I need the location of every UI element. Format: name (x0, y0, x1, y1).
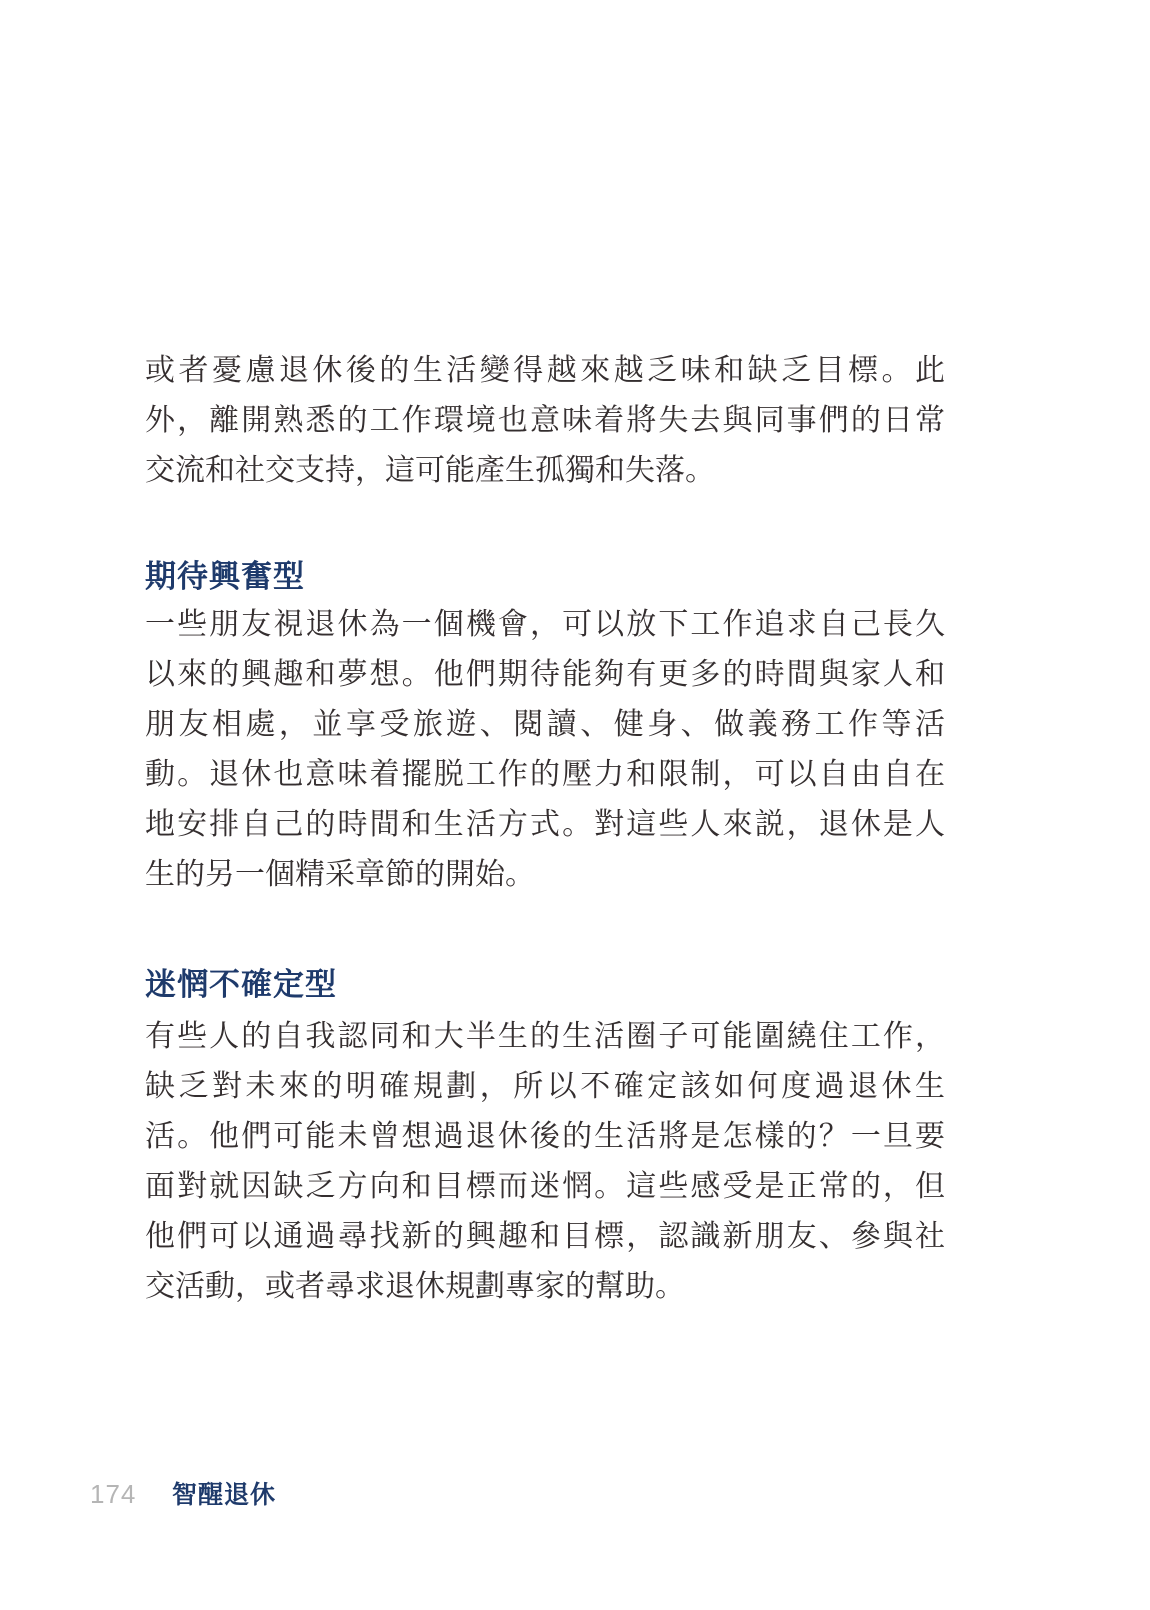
paragraph-line: 他們可以通過尋找新的興趣和目標，認識新朋友、參與社 (145, 1220, 945, 1253)
paragraph-line: 交活動，或者尋求退休規劃專家的幫助。 (145, 1270, 685, 1303)
section-heading-expectant-excited: 期待興奮型 (145, 559, 305, 594)
paragraph-line: 一些朋友視退休為一個機會，可以放下工作追求自己長久 (145, 608, 945, 641)
paragraph-line: 或者憂慮退休後的生活變得越來越乏味和缺乏目標。此 (145, 354, 945, 387)
paragraph-line: 朋友相處，並享受旅遊、閱讀、健身、做義務工作等活 (145, 708, 945, 741)
paragraph-line: 動。退休也意味着擺脱工作的壓力和限制，可以自由自在 (145, 758, 945, 791)
paragraph-line: 外，離開熟悉的工作環境也意味着將失去與同事們的日常 (145, 404, 945, 437)
book-title: 智醒退休 (172, 1481, 277, 1509)
paragraph-line: 地安排自己的時間和生活方式。對這些人來説，退休是人 (145, 808, 945, 841)
paragraph-line: 交流和社交支持，這可能產生孤獨和失落。 (145, 454, 715, 487)
paragraph-line: 缺乏對未來的明確規劃，所以不確定該如何度過退休生 (145, 1070, 945, 1103)
intro-paragraph (145, 346, 945, 496)
section-paragraph-expectant-excited (145, 600, 945, 900)
section-paragraph-lost-uncertain (145, 1012, 945, 1312)
paragraph-line: 活。他們可能未曾想過退休後的生活將是怎樣的？一旦要 (145, 1120, 945, 1153)
paragraph-line: 以來的興趣和夢想。他們期待能夠有更多的時間與家人和 (145, 658, 945, 691)
section-heading-lost-uncertain: 迷惘不確定型 (145, 967, 337, 1002)
paragraph-line: 面對就因缺乏方向和目標而迷惘。這些感受是正常的，但 (145, 1170, 945, 1203)
paragraph-line: 有些人的自我認同和大半生的生活圈子可能圍繞住工作， (145, 1020, 945, 1053)
page-number: 174 (90, 1479, 137, 1509)
paragraph-line: 生的另一個精采章節的開始。 (145, 858, 535, 891)
